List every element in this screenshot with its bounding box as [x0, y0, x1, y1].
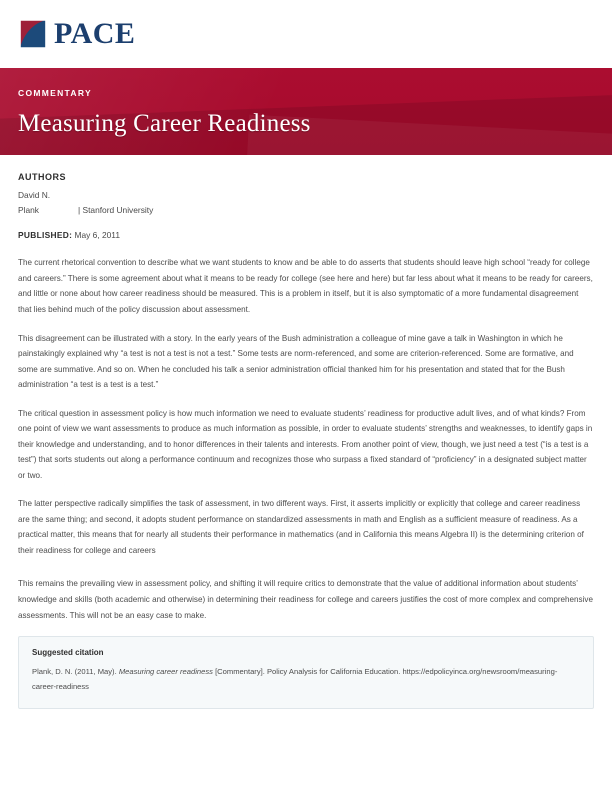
- suggested-citation-heading: Suggested citation: [32, 648, 104, 658]
- citation-prefix: Plank, D. N. (2011, May).: [32, 667, 117, 677]
- paragraph: The current rhetorical convention to describe what we want students to know and be able to do asserts that students should leave high school “ready for college and careers.” There is some agreement about what it means to be ready for college (see here and here) but far less about what it means to be ready for careers, and little or none about how career readiness should be measured. This is a problem in itself, but it is also symptomatic of a more fundamental disagreement that lies behind much of the policy discussion about assessment.: [18, 258, 593, 314]
- author-name-line-1: David N.: [18, 190, 51, 200]
- title-banner: [0, 68, 612, 155]
- suggested-citation-box: [18, 636, 594, 709]
- paragraph: This disagreement can be illustrated with a story. In the early years of the Bush administration a colleague of mine gave a talk in Washington in which he painstakingly explained why “a test is not a test is not a test.” Some tests are norm-referenced, and some are criterion-referenced. Some are formative, and some are summative. And so on. When he concluded his talk a senior administration official thanked him for his presentation and stated that for the Bush administration “a test is a test is a test.”: [18, 333, 574, 390]
- author-affiliation: | Stanford University: [78, 204, 154, 215]
- logo-bar: [0, 0, 612, 68]
- article-content: [0, 155, 612, 623]
- paragraph: The latter perspective radically simplifies the task of assessment, in two different ways. First, it asserts implicitly or explicitly that college and career readiness are the same thing; and second, it adopts student performance on standardized assessments in math and English as a sufficient measure of readiness. As a practical matter, this means that for nearly all students their performance in mathematics (and in California this means Algebra II) is the determining criterion of their readiness for college and careers: [18, 499, 584, 555]
- author-entry: [18, 188, 594, 217]
- published-date: May 6, 2011: [74, 230, 120, 241]
- pace-logo-wordmark: PACE: [54, 17, 136, 50]
- published-line: [18, 230, 594, 240]
- content-type-label: COMMENTARY: [18, 88, 92, 98]
- citation-suffix: [Commentary]. Policy Analysis for California Education. https://edpolicyinca.org/newsroom/measuring-career-readiness: [32, 667, 558, 691]
- paragraph: The critical question in assessment policy is how much information we need to evaluate students’ readiness for productive adult lives, and of what kinds? From one point of view we want assessments to produce as much information as possible, in order to evaluate students’ strengths and weaknesses, to identify gaps in their knowledge and understanding, and to honor differences in their talents and interests. From another point of view, though, we just need a test (“is a test is a test”) that sorts students out along a performance continuum and recognizes those who surpass a fixed standard of “proficiency” in a designated subject matter or two.: [18, 408, 593, 480]
- author-name-line-2: Plank: [18, 204, 39, 215]
- author-name-affiliation-row: [18, 203, 594, 218]
- paragraph: This remains the prevailing view in assessment policy, and shifting it will require critics to demonstrate that the value of additional information about students’ knowledge and skills (both academic and otherwise) in determining their readiness for college and careers justifies the cost of more complex and comprehensive assessments. This will not be an easy case to make.: [18, 579, 593, 620]
- published-label: PUBLISHED:: [18, 230, 73, 241]
- authors-heading: AUTHORS: [18, 172, 66, 182]
- pace-logo-mark-icon: [18, 19, 48, 49]
- citation-work-title: Measuring career readiness: [118, 667, 213, 677]
- authors-section: [18, 172, 594, 217]
- pace-logo[interactable]: [18, 19, 135, 49]
- page-title: Measuring Career Readiness: [18, 110, 311, 137]
- article-body: [18, 255, 594, 623]
- suggested-citation-text: [32, 665, 580, 695]
